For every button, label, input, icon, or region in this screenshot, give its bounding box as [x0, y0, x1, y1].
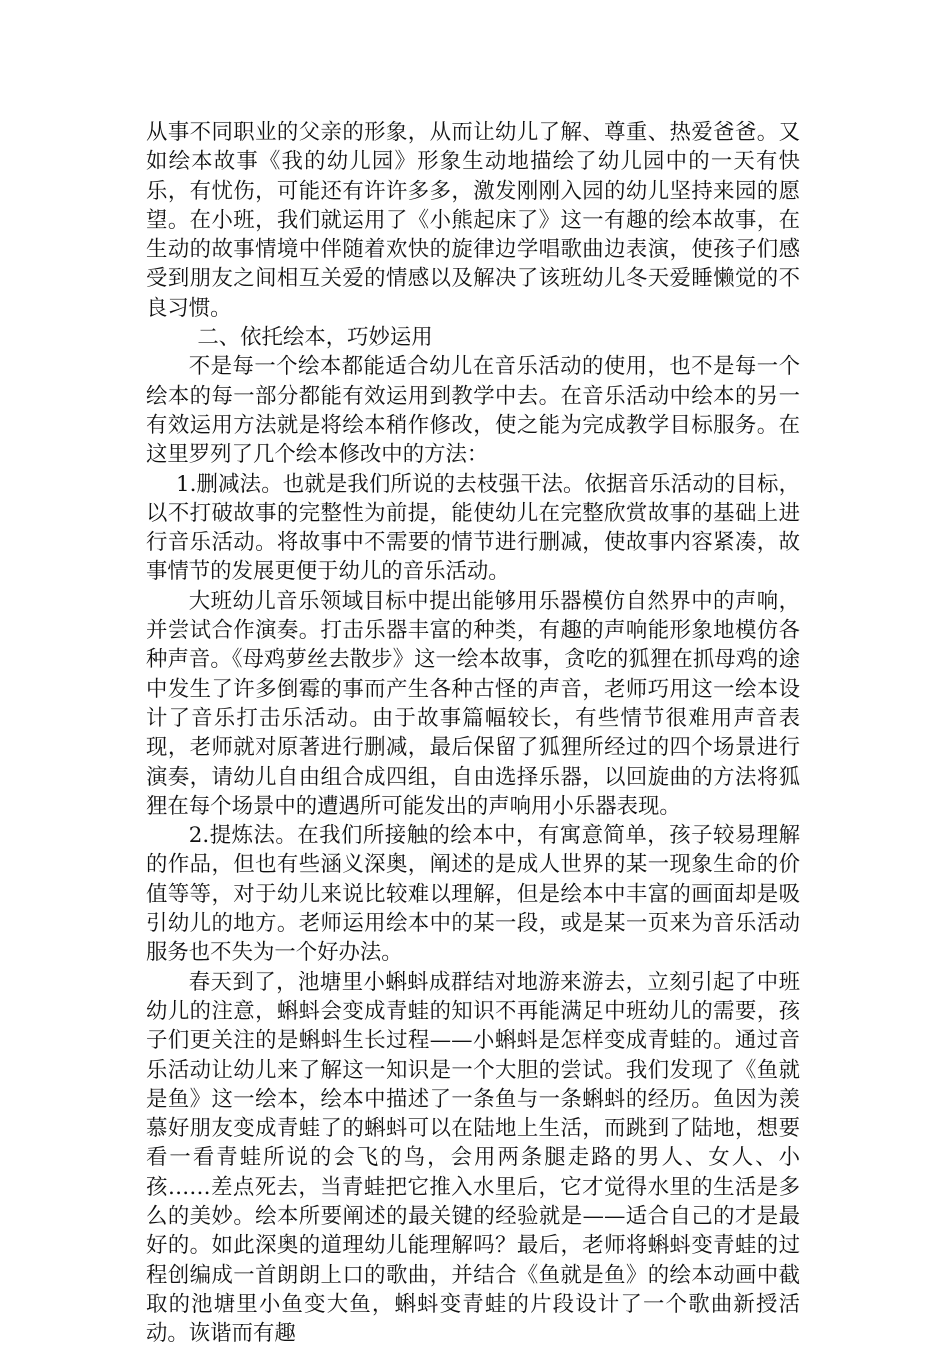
- document-body: [146, 118, 800, 1348]
- paragraph-method-2: 2.提炼法。在我们所接触的绘本中，有寓意简单，孩子较易理解的作品，但也有些涵义深奥，阐述的是成人世界的某一现象生命的价值等等，对于幼儿来说比较难以理解，但是绘本中丰富的画面却是吸引幼儿的地方。老师运用绘本中的某一段，或是某一页来为音乐活动服务也不失为一个好办法。: [146, 823, 800, 966]
- paragraph-example-2: 春天到了，池塘里小蝌蚪成群结对地游来游去，立刻引起了中班幼儿的注意，蝌蚪会变成青蛙的知识不再能满足中班幼儿的需要，孩子们更关注的是蝌蚪生长过程——小蝌蚪是怎样变成青蛙的。通过音乐活动让幼儿来了解这一知识是一个大胆的尝试。我们发现了《鱼就是鱼》这一绘本，绘本中描述了一条鱼与一条蝌蚪的经历。鱼因为羡慕好朋友变成青蛙了的蝌蚪可以在陆地上生活，而跳到了陆地，想要看一看青蛙所说的会飞的鸟，会用两条腿走路的男人、女人、小孩……差点死去，当青蛙把它推入水里后，它才觉得水里的生活是多么的美妙。绘本所要阐述的最关键的经验就是——适合自己的才是最好的。如此深奥的道理幼儿能理解吗？最后，老师将蝌蚪变青蛙的过程创编成一首朗朗上口的歌曲，并结合《鱼就是鱼》的绘本动画中截取的池塘里小鱼变大鱼，蝌蚪变青蛙的片段设计了一个歌曲新授活动。诙谐而有趣: [146, 969, 800, 1347]
- section-heading-2: 二、依托绘本，巧妙运用: [197, 325, 433, 351]
- paragraph-section-2-intro: 不是每一个绘本都能适合幼儿在音乐活动的使用，也不是每一个绘本的每一部分都能有效运用到教学中去。在音乐活动中绘本的另一有效运用方法就是将绘本稍作修改，使之能为完成教学目标服务。在这里罗列了几个绘本修改中的方法：: [146, 354, 800, 468]
- paragraph-intro-continued: 从事不同职业的父亲的形象，从而让幼儿了解、尊重、热爱爸爸。又如绘本故事《我的幼儿园》形象生动地描绘了幼儿园中的一天有快乐，有忧伤，可能还有许许多多，激发刚刚入园的幼儿坚持来园的愿望。在小班，我们就运用了《小熊起床了》这一有趣的绘本故事，在生动的故事情境中伴随着欢快的旋律边学唱歌曲边表演，使孩子们感受到朋友之间相互关爱的情感以及解决了该班幼儿冬天爱睡懒觉的不良习惯。: [146, 120, 800, 321]
- paragraph-example-1: 大班幼儿音乐领域目标中提出能够用乐器模仿自然界中的声响，并尝试合作演奏。打击乐器丰富的种类，有趣的声响能形象地模仿各种声音。《母鸡萝丝去散步》这一绘本故事，贪吃的狐狸在抓母鸡的途中发生了许多倒霉的事而产生各种古怪的声音，老师巧用这一绘本设计了音乐打击乐活动。由于故事篇幅较长，有些情节很难用声音表现，老师就对原著进行删减，最后保留了狐狸所经过的四个场景进行演奏，请幼儿自由组合成四组，自由选择乐器，以回旋曲的方法将狐狸在每个场景中的遭遇所可能发出的声响用小乐器表现。: [146, 588, 800, 819]
- paragraph-method-1: 1.删减法。也就是我们所说的去枝强干法。依据音乐活动的目标，以不打破故事的完整性为前提，能使幼儿在完整欣赏故事的基础上进行音乐活动。将故事中不需要的情节进行删减，使故事内容紧凑，故事情节的发展更便于幼儿的音乐活动。: [146, 471, 800, 585]
